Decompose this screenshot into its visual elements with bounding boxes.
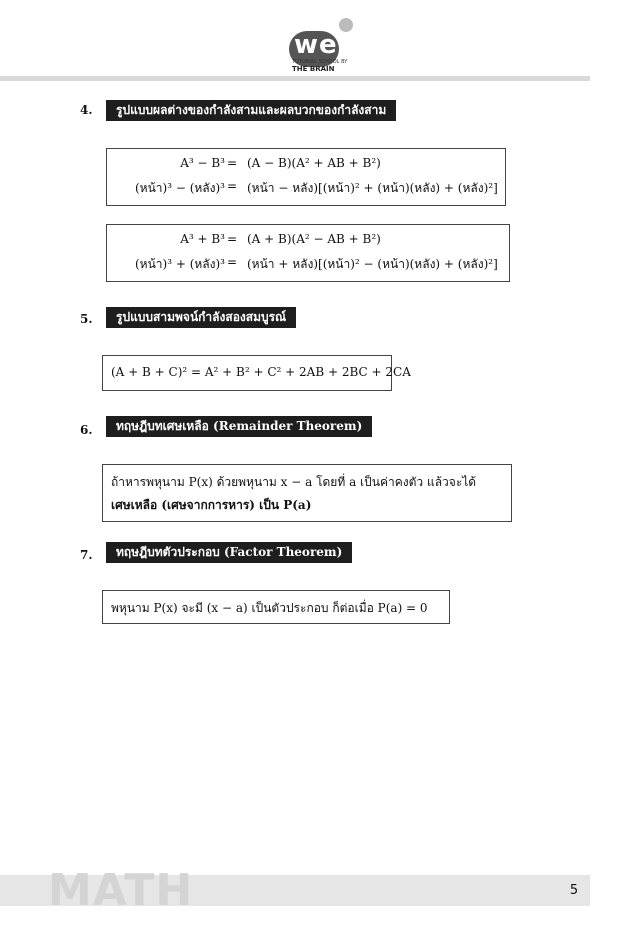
formula-row xyxy=(107,179,505,195)
formula-rhs: (A − B)(A² + AB + B²) xyxy=(247,156,381,170)
factor-theorem-statement: พหุนาม P(x) จะมี (x − a) เป็นตัวประกอบ ก็ต่อเมื่อ P(a) = 0 xyxy=(111,601,428,615)
logo-dot-icon xyxy=(339,18,353,32)
section-6-number: 6. xyxy=(80,423,93,437)
formula-equals: = xyxy=(227,156,238,170)
section-4-number: 4. xyxy=(80,103,93,117)
trinomial-square-formula: (A + B + C)² = A² + B² + C² + 2AB + 2BC + 2CA xyxy=(111,365,411,379)
formula-rhs: (หน้า − หลัง)[(หน้า)² + (หน้า)(หลัง) + (หลัง)²] xyxy=(247,181,498,195)
formula-row xyxy=(107,232,509,248)
formula-row xyxy=(107,255,509,271)
formula-equals: = xyxy=(227,232,238,246)
formula-lhs: (หน้า)³ − (หลัง)³ xyxy=(134,181,225,195)
logo-tagline: TUTORIAL SCHOOL BY xyxy=(292,59,348,65)
we-logo xyxy=(286,18,356,74)
remainder-theorem-line-1: ถ้าหารพหุนาม P(x) ด้วยพหุนาม x − a โดยที่ a เป็นค่าคงตัว แล้วจะได้ xyxy=(111,475,477,489)
factor-theorem-box xyxy=(102,590,450,624)
formula-box-trinomial-square xyxy=(102,355,411,391)
footer-subject-title: MATH xyxy=(48,865,194,916)
section-6-heading: ทฤษฎีบทเศษเหลือ (Remainder Theorem) xyxy=(106,416,372,437)
formula-lhs: A³ + B³ xyxy=(180,232,225,246)
section-4-heading: รูปแบบผลต่างของกำลังสามและผลบวกของกำลังสาม xyxy=(106,100,396,121)
formula-box-difference-of-cubes xyxy=(106,148,506,206)
logo-text: we xyxy=(294,30,338,60)
section-7-heading: ทฤษฎีบทตัวประกอบ (Factor Theorem) xyxy=(106,542,352,563)
section-5-number: 5. xyxy=(80,312,93,326)
formula-lhs: (หน้า)³ + (หลัง)³ xyxy=(134,257,225,271)
formula-equals: = xyxy=(227,179,238,193)
formula-equals: = xyxy=(227,255,238,269)
formula-rhs: (หน้า + หลัง)[(หน้า)² − (หน้า)(หลัง) + (หลัง)²] xyxy=(247,257,498,271)
formula-rhs: (A + B)(A² − AB + B²) xyxy=(247,232,381,246)
section-5-heading: รูปแบบสามพจน์กำลังสองสมบูรณ์ xyxy=(106,307,296,328)
section-7-number: 7. xyxy=(80,548,93,562)
remainder-theorem-line-2: เศษเหลือ (เศษจากการหาร) เป็น P(a) xyxy=(111,498,312,512)
remainder-theorem-box xyxy=(102,464,512,522)
header-divider xyxy=(0,76,590,81)
formula-box-sum-of-cubes xyxy=(106,224,510,282)
formula-row xyxy=(107,156,505,172)
page-number: 5 xyxy=(561,878,587,904)
logo-name: THE BRAIN xyxy=(292,65,335,73)
formula-lhs: A³ − B³ xyxy=(180,156,225,170)
